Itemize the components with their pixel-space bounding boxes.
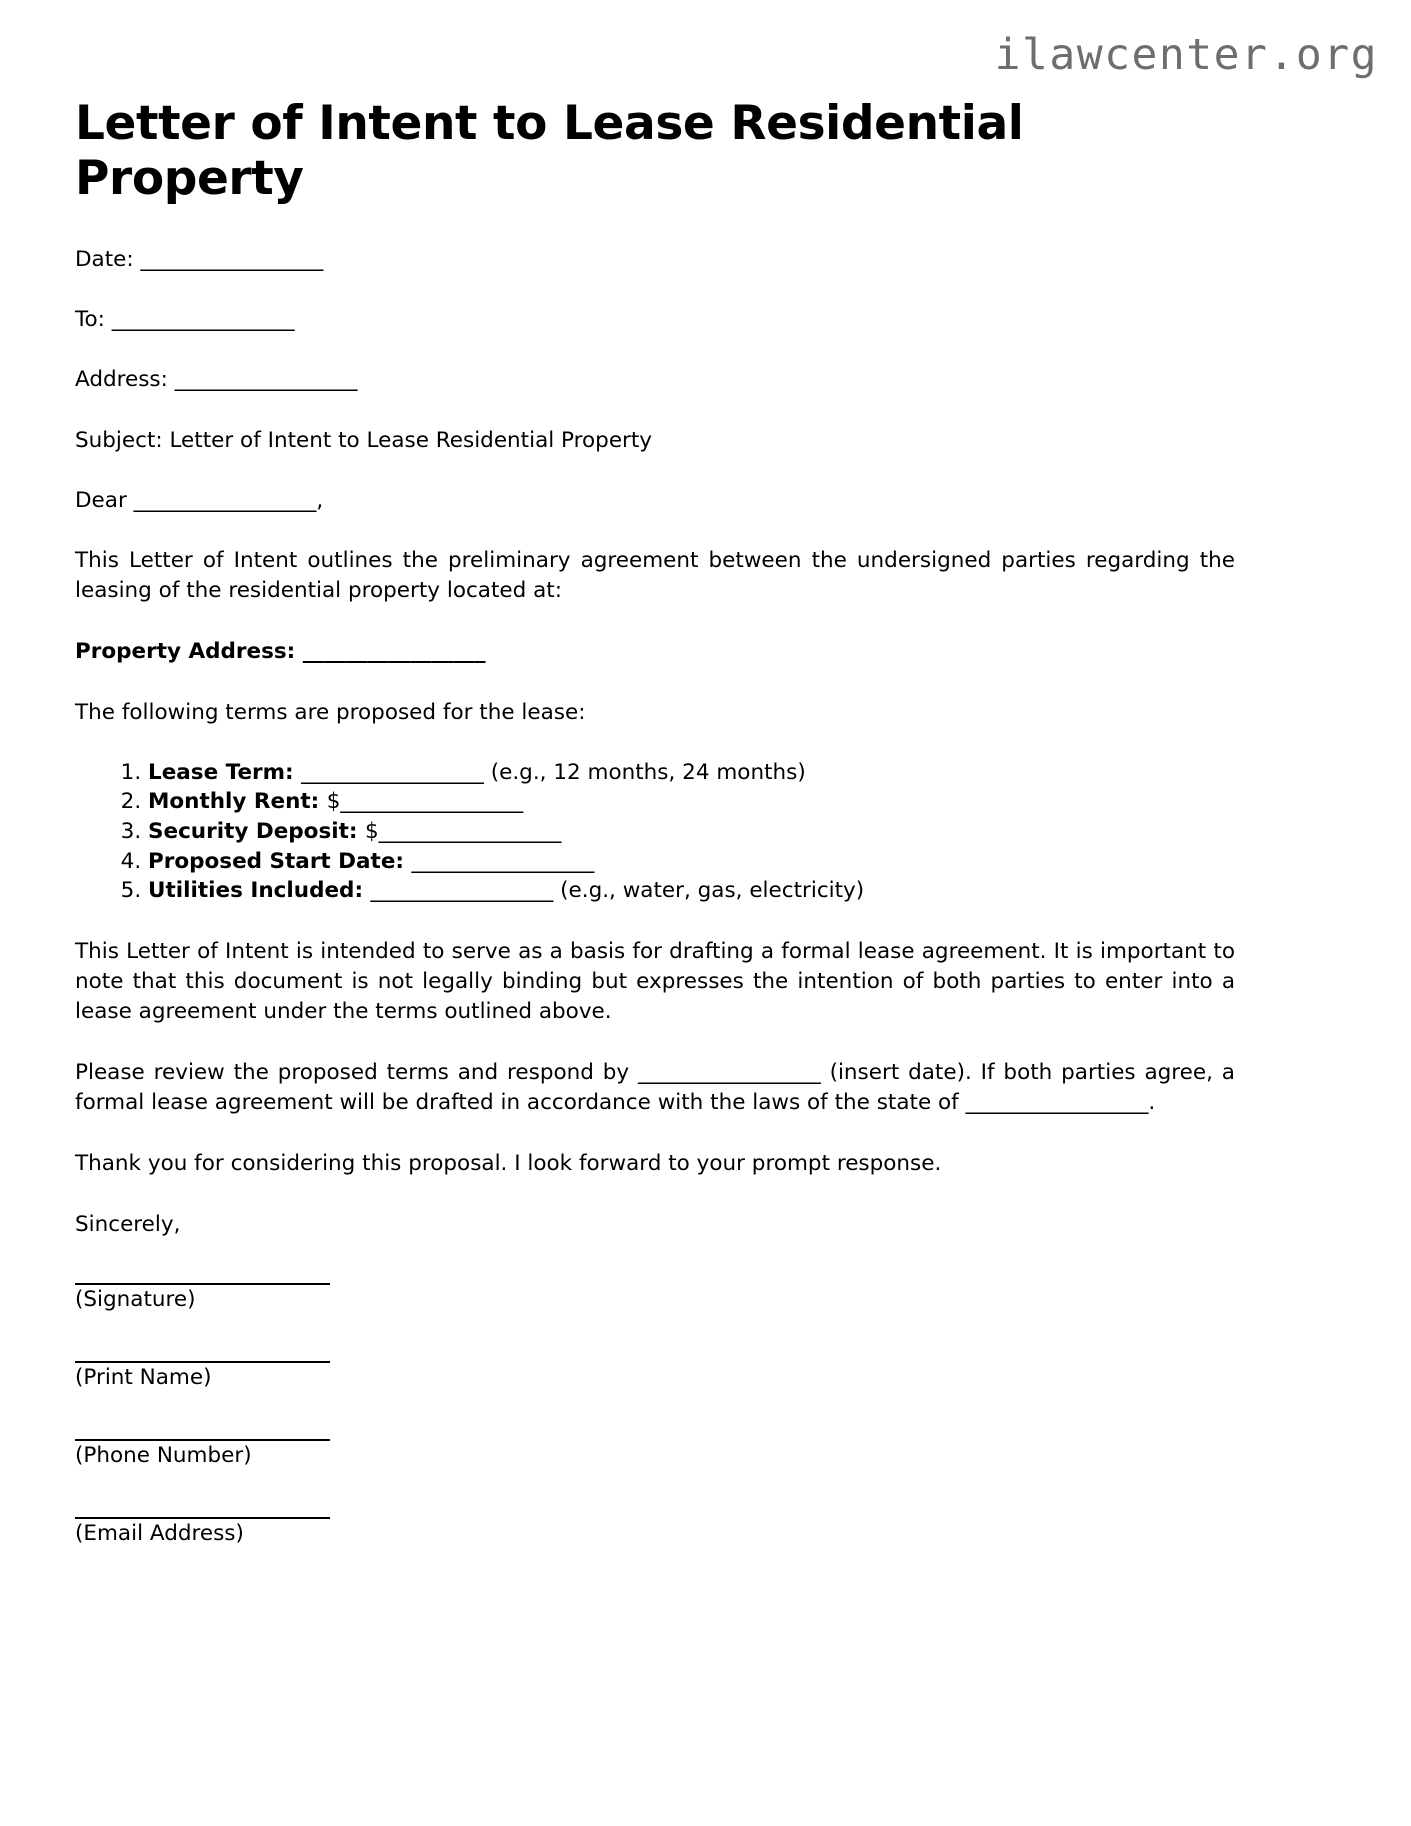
field-address — [75, 365, 1315, 394]
print-name-rule[interactable] — [75, 1361, 330, 1363]
term-note-lease-term: (e.g., 12 months, 24 months) — [483, 759, 806, 785]
term-label-utilities: Utilities Included: — [148, 878, 371, 904]
page-title: Letter of Intent to Lease Residential Property — [75, 96, 1024, 207]
term-label-monthly-rent: Monthly Rent: — [148, 789, 327, 815]
term-label-security-deposit: Security Deposit: — [148, 819, 365, 845]
term-blank-monthly-rent[interactable]: _________________ — [340, 789, 524, 815]
terms-intro: The following terms are proposed for the lease: — [75, 699, 586, 725]
term-prefix-monthly-rent: $ — [326, 789, 341, 815]
list-item — [148, 876, 1315, 906]
term-note-utilities: (e.g., water, gas, electricity) — [553, 878, 865, 904]
field-date — [75, 245, 1315, 274]
term-blank-lease-term[interactable]: _________________ — [301, 759, 484, 785]
term-blank-utilities[interactable]: _________________ — [370, 878, 554, 904]
property-address-label: Property Address: — [75, 639, 303, 665]
response-part-3: . — [1148, 1090, 1156, 1116]
field-to — [75, 305, 1315, 334]
salutation-prefix: Dear — [75, 487, 134, 513]
subject-line: Subject: Letter of Intent to Lease Residential Property — [75, 427, 653, 453]
response-part-1: Please review the proposed terms and respond by — [75, 1060, 638, 1086]
email-address-label: (Email Address) — [75, 1520, 244, 1546]
intro-paragraph: This Letter of Intent outlines the preliminary agreement between the undersigned parties regarding the leasing of the residential property located at: — [75, 548, 1235, 604]
property-address-blank[interactable]: _________________ — [302, 639, 486, 665]
list-item — [148, 787, 1315, 817]
field-address-blank[interactable]: _________________ — [174, 367, 358, 393]
closing-paragraph: Thank you for considering this proposal. I look forward to your prompt response. — [75, 1151, 942, 1177]
sign-off: Sincerely, — [75, 1211, 181, 1237]
signature-label: (Signature) — [75, 1286, 196, 1312]
signature-block — [75, 1283, 1315, 1548]
field-to-label: To: — [75, 307, 112, 333]
signature-rule[interactable] — [75, 1283, 330, 1285]
term-label-lease-term: Lease Term: — [148, 759, 302, 785]
field-date-blank[interactable]: _________________ — [140, 246, 324, 272]
list-item — [148, 817, 1315, 847]
response-paragraph — [75, 1058, 1235, 1118]
signature-field-print-name — [75, 1361, 1315, 1392]
property-address-field — [75, 637, 1315, 666]
salutation — [75, 486, 1315, 515]
document-body — [75, 96, 1315, 1594]
response-part-2: (insert date). If both parties agree, a formal lease agreement will be drafted in accordance with the laws of the state of — [75, 1060, 1235, 1116]
field-date-label: Date: — [75, 246, 141, 272]
phone-number-label: (Phone Number) — [75, 1442, 252, 1468]
binding-paragraph: This Letter of Intent is intended to serve as a basis for drafting a formal lease agreement. It is important to note that this document is not legally binding but expresses the intention of both parties to enter into a lease agreement under the terms outlined above. — [75, 939, 1235, 1025]
response-state-blank[interactable]: _________________ — [965, 1090, 1149, 1116]
list-item — [148, 847, 1315, 877]
term-blank-security-deposit[interactable]: _________________ — [378, 819, 562, 845]
lease-terms-list — [75, 758, 1315, 906]
site-watermark: ilawcenter.org — [994, 30, 1378, 80]
term-blank-start-date[interactable]: _________________ — [411, 848, 595, 874]
field-address-label: Address: — [75, 367, 175, 393]
term-prefix-security-deposit: $ — [364, 819, 379, 845]
salutation-suffix: , — [316, 487, 324, 513]
field-to-blank[interactable]: _________________ — [111, 307, 295, 333]
signature-field-email-address — [75, 1517, 1315, 1548]
response-date-blank[interactable]: _________________ — [637, 1060, 821, 1086]
phone-number-rule[interactable] — [75, 1439, 330, 1441]
term-label-start-date: Proposed Start Date: — [148, 848, 412, 874]
print-name-label: (Print Name) — [75, 1364, 212, 1390]
salutation-blank[interactable]: _________________ — [133, 487, 317, 513]
signature-field-phone-number — [75, 1439, 1315, 1470]
email-address-rule[interactable] — [75, 1517, 330, 1519]
signature-field-signature — [75, 1283, 1315, 1314]
list-item — [148, 758, 1315, 788]
